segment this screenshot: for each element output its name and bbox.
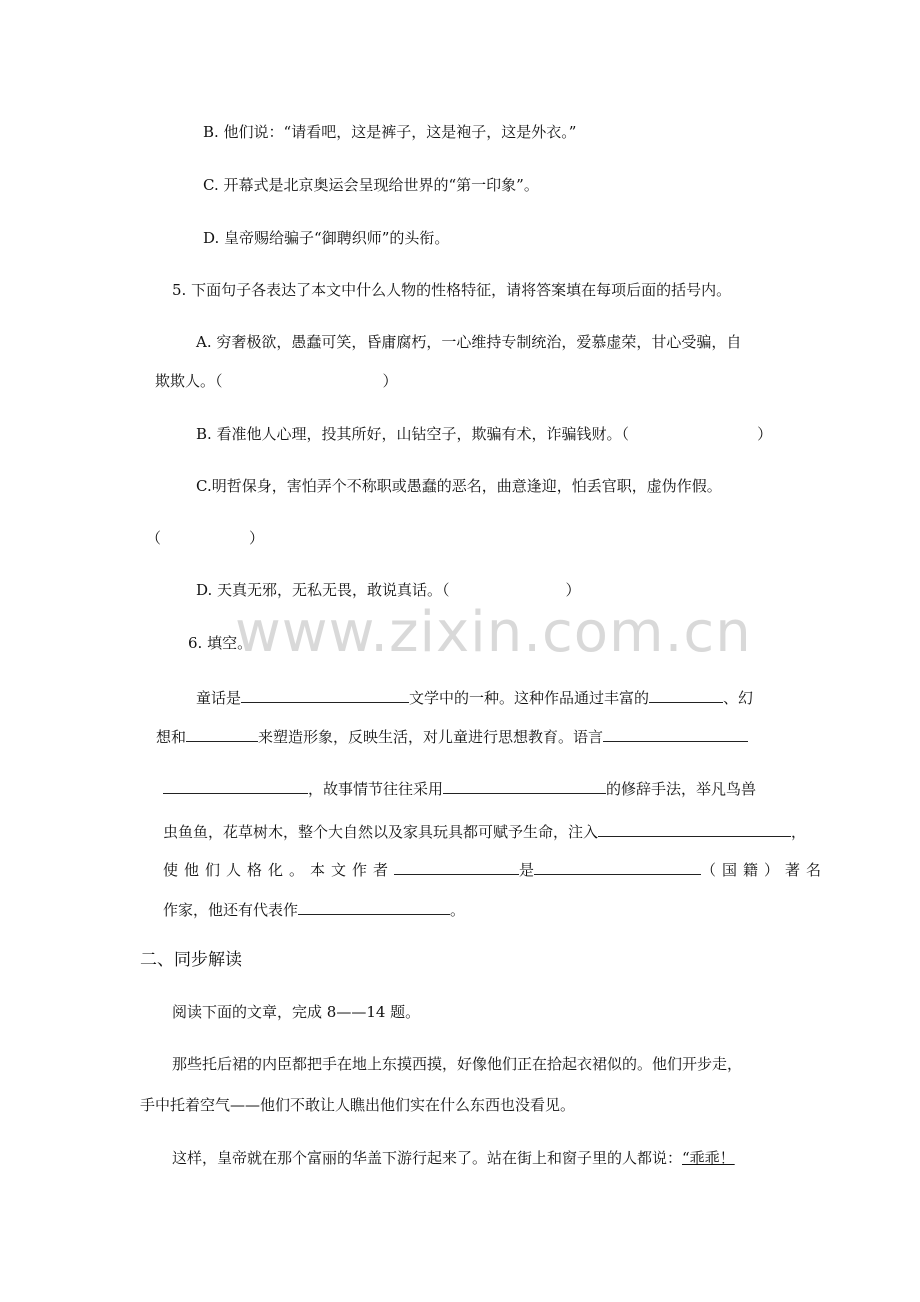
fill-text: 虫鱼鱼，花草树木，整个大自然以及家具玩具都可赋予生命，注入 xyxy=(163,823,599,841)
fill-text: 作家，他还有代表作 xyxy=(163,901,299,919)
fill-line-5 xyxy=(163,858,827,880)
passage-para1-line2: 手中托着空气——他们不敢让人瞧出他们实在什么东西也没看见。 xyxy=(140,1096,576,1114)
close-paren: ） xyxy=(565,581,581,599)
fill-text: 想和 xyxy=(156,728,187,746)
q5-option-d-text: D. 天真无邪，无私无畏，敢说真话。（ xyxy=(196,581,450,599)
fill-text: （国籍）著名 xyxy=(701,861,828,879)
fill-blank[interactable] xyxy=(443,777,606,794)
fill-line-6 xyxy=(163,898,465,920)
passage-para2 xyxy=(172,1148,735,1168)
fill-blank[interactable] xyxy=(241,686,409,703)
section-2-title: 二、同步解读 xyxy=(140,950,242,970)
q5-option-b xyxy=(196,424,772,444)
option-d: D. 皇帝赐给骗子“御聘织师”的头衔。 xyxy=(203,229,450,247)
fill-blank[interactable] xyxy=(186,725,258,742)
q5-option-a-line2 xyxy=(155,371,398,391)
q5-option-a-text: 欺欺人。（ xyxy=(155,372,223,390)
question-6-stem: 6. 填空。 xyxy=(188,634,253,652)
q5-option-d xyxy=(196,580,581,600)
q5-option-c-text: （ xyxy=(146,529,162,547)
close-paren: ） xyxy=(382,372,398,390)
fill-blank[interactable] xyxy=(649,686,723,703)
fill-blank[interactable] xyxy=(598,820,791,837)
fill-text: 。 xyxy=(450,901,466,919)
fill-blank[interactable] xyxy=(534,858,701,875)
question-5-stem: 5. 下面句子各表达了本文中什么人物的性格特征，请将答案填在每项后面的括号内。 xyxy=(172,281,732,299)
section-2-intro: 阅读下面的文章，完成 8——14 题。 xyxy=(172,1003,421,1021)
fill-line-2 xyxy=(156,725,748,747)
passage-text: 这样，皇帝就在那个富丽的华盖下游行起来了。站在街上和窗子里的人都说： xyxy=(172,1149,683,1167)
passage-para1-line1: 那些托后裙的内臣都把手在地上东摸西摸，好像他们正在拾起衣裙似的。他们开步走， xyxy=(172,1055,743,1073)
q5-option-a-line1: A. 穷奢极欲，愚蠢可笑，昏庸腐朽，一心维持专制统治，爱慕虚荣，甘心受骗，自 xyxy=(196,333,742,351)
q5-option-b-text: B. 看准他人心理，投其所好，山钻空子，欺骗有术，诈骗钱财。（ xyxy=(196,425,630,443)
fill-line-4 xyxy=(163,820,806,842)
fill-text: 文学中的一种。这种作品通过丰富的 xyxy=(409,689,650,707)
fill-blank[interactable] xyxy=(163,777,308,794)
fill-text: 童话是 xyxy=(196,689,242,707)
underlined-quote: “乖乖！ xyxy=(682,1149,735,1167)
fill-text: ，故事情节往往采用 xyxy=(308,780,444,798)
fill-text: 来塑造形象，反映生活，对儿童进行思想教育。语言 xyxy=(258,728,604,746)
fill-text: 使他们人格化。本文作者 xyxy=(163,861,395,879)
fill-blank[interactable] xyxy=(603,725,748,742)
fill-text: 是 xyxy=(519,861,535,879)
fill-blank[interactable] xyxy=(394,858,519,875)
option-b: B. 他们说：“请看吧，这是裤子，这是袍子，这是外衣。” xyxy=(203,123,577,141)
option-c: C. 开幕式是北京奥运会呈现给世界的“第一印象”。 xyxy=(203,176,539,194)
fill-line-1 xyxy=(196,686,753,708)
close-paren: ） xyxy=(757,425,773,443)
close-paren: ） xyxy=(249,529,265,547)
watermark: www.zixin.com.cn xyxy=(235,600,752,665)
fill-text: 、幻 xyxy=(723,689,754,707)
fill-text: 的修辞手法，举凡鸟兽 xyxy=(606,780,757,798)
q5-option-c-line2 xyxy=(146,528,264,548)
fill-line-3 xyxy=(163,777,756,799)
fill-blank[interactable] xyxy=(298,898,450,915)
q5-option-c-line1: C.明哲保身，害怕弄个不称职或愚蠢的恶名，曲意逢迎，怕丢官职，虚伪作假。 xyxy=(196,477,722,495)
fill-text: ， xyxy=(791,823,807,841)
